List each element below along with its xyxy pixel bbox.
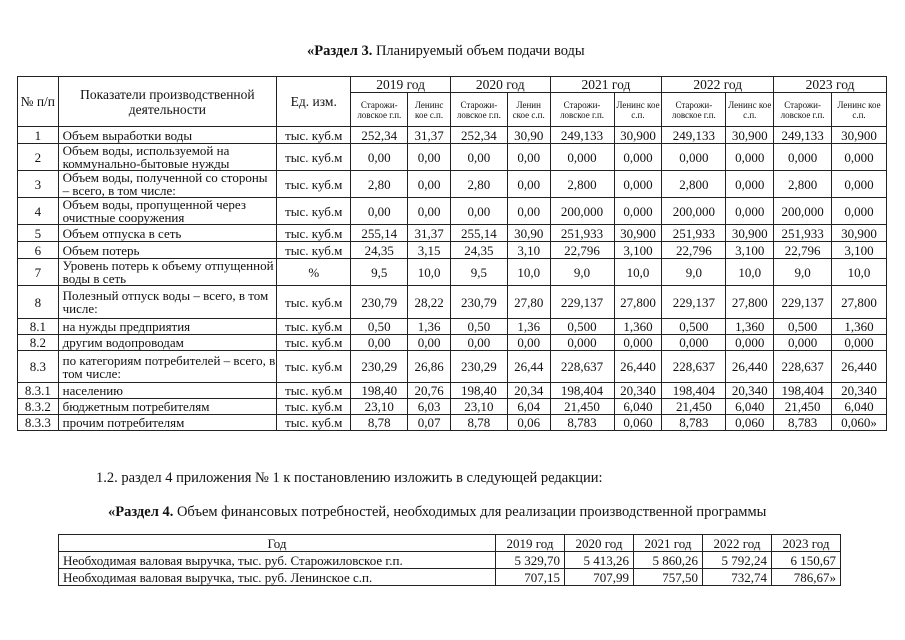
- row-value: 2,800: [774, 171, 832, 198]
- row-value: 9,0: [774, 259, 832, 286]
- row-value: 252,34: [450, 127, 507, 144]
- year-header: 2023 год: [772, 535, 841, 552]
- row-value: 0,000: [832, 198, 887, 225]
- row-value: 20,34: [507, 383, 550, 399]
- row-value: 9,0: [662, 259, 726, 286]
- table-row: [18, 286, 887, 319]
- row-value: 0,060: [726, 415, 774, 431]
- row-value: 10,0: [726, 259, 774, 286]
- row-value: 27,800: [614, 286, 662, 319]
- row-value: 249,133: [662, 127, 726, 144]
- row-value: 0,00: [507, 198, 550, 225]
- row-value: 26,440: [832, 351, 887, 383]
- water-supply-table-body: [18, 127, 887, 431]
- row-value: 8,783: [774, 415, 832, 431]
- row-number: 8.1: [18, 319, 59, 335]
- row-value: 2,800: [662, 171, 726, 198]
- row-value: 6,040: [726, 399, 774, 415]
- row-indicator: Объем воды, используемой на коммунально-бытовые нужды: [58, 144, 277, 171]
- row-value: 5 860,26: [634, 552, 703, 569]
- row-value: 707,15: [496, 569, 565, 586]
- subcol-header: Ленинс кое с.п.: [614, 93, 662, 127]
- row-value: 2,800: [550, 171, 614, 198]
- table-row: [18, 198, 887, 225]
- row-number: 8: [18, 286, 59, 319]
- row-value: 24,35: [450, 242, 507, 259]
- year-header: 2019 год: [351, 77, 451, 93]
- row-value: 0,00: [351, 335, 408, 351]
- row-value: 1,360: [726, 319, 774, 335]
- row-value: 251,933: [774, 225, 832, 242]
- row-value: 9,5: [351, 259, 408, 286]
- row-value: 0,00: [507, 144, 550, 171]
- row-value: 0,50: [351, 319, 408, 335]
- table-row: [18, 259, 887, 286]
- row-value: 30,900: [726, 225, 774, 242]
- row-value: 22,796: [550, 242, 614, 259]
- row-number: 3: [18, 171, 59, 198]
- row-value: 0,00: [507, 171, 550, 198]
- row-unit: тыс. куб.м: [277, 383, 351, 399]
- row-value: 228,637: [550, 351, 614, 383]
- row-indicator: на нужды предприятия: [58, 319, 277, 335]
- row-value: 26,440: [726, 351, 774, 383]
- row-value: 26,44: [507, 351, 550, 383]
- row-value: 0,00: [408, 198, 451, 225]
- row-value: 0,00: [351, 198, 408, 225]
- table-row: [18, 351, 887, 383]
- row-value: 0,500: [662, 319, 726, 335]
- row-value: 0,000: [774, 335, 832, 351]
- row-value: 0,000: [614, 198, 662, 225]
- col-header-indicator: Показатели производственной деятельности: [58, 77, 277, 127]
- row-value: 5 329,70: [496, 552, 565, 569]
- row-value: 198,404: [662, 383, 726, 399]
- row-number: 6: [18, 242, 59, 259]
- row-value: 26,86: [408, 351, 451, 383]
- row-unit: тыс. куб.м: [277, 171, 351, 198]
- paragraph-1-2: 1.2. раздел 4 приложения № 1 к постановлению изложить в следующей редакции:: [96, 470, 603, 486]
- row-value: 30,900: [614, 225, 662, 242]
- row-unit: тыс. куб.м: [277, 144, 351, 171]
- row-value: 0,000: [614, 335, 662, 351]
- row-value: 3,10: [507, 242, 550, 259]
- row-value: 0,000: [550, 144, 614, 171]
- row-value: 10,0: [408, 259, 451, 286]
- row-value: 200,000: [774, 198, 832, 225]
- row-value: 0,000: [726, 198, 774, 225]
- subcol-header: Старожи-ловское г.п.: [450, 93, 507, 127]
- row-indicator: Необходимая валовая выручка, тыс. руб. Старожиловское г.п.: [59, 552, 496, 569]
- row-value: 707,99: [565, 569, 634, 586]
- row-value: 26,440: [614, 351, 662, 383]
- row-value: 229,137: [774, 286, 832, 319]
- financial-needs-table: [58, 534, 841, 586]
- subcol-header: Ленинс кое с.п.: [832, 93, 887, 127]
- row-value: 0,500: [774, 319, 832, 335]
- row-value: 2,80: [351, 171, 408, 198]
- row-value: 1,36: [507, 319, 550, 335]
- row-indicator: Объем потерь: [58, 242, 277, 259]
- row-unit: %: [277, 259, 351, 286]
- row-unit: тыс. куб.м: [277, 198, 351, 225]
- row-value: 0,00: [450, 335, 507, 351]
- row-value: 24,35: [351, 242, 408, 259]
- row-value: 5 413,26: [565, 552, 634, 569]
- year-header: 2020 год: [565, 535, 634, 552]
- row-value: 230,29: [351, 351, 408, 383]
- row-value: 198,404: [774, 383, 832, 399]
- table-row: [18, 335, 887, 351]
- year-header: 2022 год: [662, 77, 774, 93]
- row-value: 30,900: [832, 127, 887, 144]
- row-value: 3,15: [408, 242, 451, 259]
- row-value: 8,783: [550, 415, 614, 431]
- row-value: 0,000: [726, 144, 774, 171]
- row-value: 22,796: [662, 242, 726, 259]
- row-value: 5 792,24: [703, 552, 772, 569]
- table-row: [18, 399, 887, 415]
- row-number: 8.3: [18, 351, 59, 383]
- row-value: 0,000: [662, 335, 726, 351]
- row-value: 22,796: [774, 242, 832, 259]
- row-value: 10,0: [507, 259, 550, 286]
- row-value: 30,900: [832, 225, 887, 242]
- subcol-header: Ленинс кое с.п.: [726, 93, 774, 127]
- row-indicator: по категориям потребителей – всего, в том числе:: [58, 351, 277, 383]
- row-value: 28,22: [408, 286, 451, 319]
- table-row: [18, 225, 887, 242]
- row-number: 8.3.3: [18, 415, 59, 431]
- row-number: 8.3.2: [18, 399, 59, 415]
- subcol-header: Старожи-ловское г.п.: [550, 93, 614, 127]
- row-value: 23,10: [450, 399, 507, 415]
- table-row: [59, 569, 841, 586]
- row-value: 8,78: [450, 415, 507, 431]
- row-unit: тыс. куб.м: [277, 319, 351, 335]
- financial-needs-table-body: [59, 552, 841, 586]
- row-value: 229,137: [550, 286, 614, 319]
- table-row: [18, 144, 887, 171]
- row-value: 31,37: [408, 127, 451, 144]
- row-value: 230,79: [450, 286, 507, 319]
- row-value: 0,500: [550, 319, 614, 335]
- row-indicator: прочим потребителям: [58, 415, 277, 431]
- row-value: 228,637: [774, 351, 832, 383]
- col-header-num: № п/п: [18, 77, 59, 127]
- row-value: 30,90: [507, 127, 550, 144]
- row-value: 9,5: [450, 259, 507, 286]
- row-value: 0,000: [726, 171, 774, 198]
- row-unit: тыс. куб.м: [277, 399, 351, 415]
- row-number: 8.2: [18, 335, 59, 351]
- row-value: 1,360: [832, 319, 887, 335]
- row-value: 20,340: [726, 383, 774, 399]
- row-value: 1,360: [614, 319, 662, 335]
- row-indicator: Объем воды, полученной со стороны – всего, в том числе:: [58, 171, 277, 198]
- row-value: 6,040: [832, 399, 887, 415]
- section4-title-bold: «Раздел 4.: [108, 504, 174, 520]
- row-value: 23,10: [351, 399, 408, 415]
- row-value: 30,900: [614, 127, 662, 144]
- row-value: 8,78: [351, 415, 408, 431]
- row-value: 10,0: [614, 259, 662, 286]
- section3-title-text: Планируемый объем подачи воды: [372, 43, 585, 59]
- table-row: [18, 319, 887, 335]
- row-number: 5: [18, 225, 59, 242]
- row-indicator: Объем отпуска в сеть: [58, 225, 277, 242]
- row-value: 0,000: [662, 144, 726, 171]
- row-value: 249,133: [550, 127, 614, 144]
- water-supply-table: [17, 76, 887, 431]
- section4-title-text: Объем финансовых потребностей, необходимых для реализации производственной программы: [173, 504, 767, 520]
- year-header: 2022 год: [703, 535, 772, 552]
- row-value: 10,0: [832, 259, 887, 286]
- row-value: 27,800: [726, 286, 774, 319]
- row-value: 0,000: [614, 171, 662, 198]
- col-header-unit: Ед. изм.: [277, 77, 351, 127]
- row-unit: тыс. куб.м: [277, 286, 351, 319]
- row-value: 228,637: [662, 351, 726, 383]
- row-value: 3,100: [832, 242, 887, 259]
- row-value: 0,50: [450, 319, 507, 335]
- row-value: 0,00: [408, 171, 451, 198]
- row-value: 20,76: [408, 383, 451, 399]
- row-value: 255,14: [351, 225, 408, 242]
- row-number: 1: [18, 127, 59, 144]
- row-value: 230,29: [450, 351, 507, 383]
- row-unit: тыс. куб.м: [277, 242, 351, 259]
- row-value: 3,100: [614, 242, 662, 259]
- subcol-header: Старожи-ловское г.п.: [662, 93, 726, 127]
- row-value: 6,04: [507, 399, 550, 415]
- row-value: 8,783: [662, 415, 726, 431]
- row-value: 30,900: [726, 127, 774, 144]
- row-value: 0,00: [351, 144, 408, 171]
- row-number: 8.3.1: [18, 383, 59, 399]
- row-indicator: Полезный отпуск воды – всего, в том числе:: [58, 286, 277, 319]
- subcol-header: Старожи-ловское г.п.: [351, 93, 408, 127]
- year-header: 2023 год: [774, 77, 887, 93]
- row-value: 732,74: [703, 569, 772, 586]
- row-value: 6,03: [408, 399, 451, 415]
- row-value: 0,000: [832, 171, 887, 198]
- row-value: 20,340: [832, 383, 887, 399]
- row-value: 0,00: [408, 144, 451, 171]
- row-unit: тыс. куб.м: [277, 351, 351, 383]
- row-value: 0,06: [507, 415, 550, 431]
- row-value: 229,137: [662, 286, 726, 319]
- row-unit: тыс. куб.м: [277, 335, 351, 351]
- row-value: 198,40: [450, 383, 507, 399]
- section4-title: [108, 504, 766, 521]
- row-value: 198,40: [351, 383, 408, 399]
- subcol-header: Ленинс кое с.п.: [408, 93, 451, 127]
- row-value: 27,800: [832, 286, 887, 319]
- subcol-header: Старожи-ловское г.п.: [774, 93, 832, 127]
- row-value: 21,450: [774, 399, 832, 415]
- row-value: 0,060»: [832, 415, 887, 431]
- row-value: 2,80: [450, 171, 507, 198]
- row-value: 0,000: [726, 335, 774, 351]
- row-value: 0,000: [550, 335, 614, 351]
- row-value: 0,00: [408, 335, 451, 351]
- row-unit: тыс. куб.м: [277, 225, 351, 242]
- row-number: 2: [18, 144, 59, 171]
- row-number: 4: [18, 198, 59, 225]
- row-indicator: бюджетным потребителям: [58, 399, 277, 415]
- row-value: 255,14: [450, 225, 507, 242]
- row-value: 251,933: [662, 225, 726, 242]
- row-value: 0,00: [450, 198, 507, 225]
- row-value: 3,100: [726, 242, 774, 259]
- row-indicator: Необходимая валовая выручка, тыс. руб. Ленинское с.п.: [59, 569, 496, 586]
- row-value: 251,933: [550, 225, 614, 242]
- row-value: 20,340: [614, 383, 662, 399]
- row-value: 0,000: [832, 335, 887, 351]
- row-value: 31,37: [408, 225, 451, 242]
- table-row: [59, 552, 841, 569]
- subcol-header: Ленин ское с.п.: [507, 93, 550, 127]
- section3-title-bold: «Раздел 3.: [307, 43, 373, 59]
- row-indicator: населению: [58, 383, 277, 399]
- row-indicator: Объем воды, пропущенной через очистные сооружения: [58, 198, 277, 225]
- row-value: 230,79: [351, 286, 408, 319]
- row-value: 1,36: [408, 319, 451, 335]
- row-unit: тыс. куб.м: [277, 127, 351, 144]
- row-indicator: Уровень потерь к объему отпущенной воды в сеть: [58, 259, 277, 286]
- table-row: [18, 383, 887, 399]
- row-value: 9,0: [550, 259, 614, 286]
- row-value: 0,000: [832, 144, 887, 171]
- row-value: 6 150,67: [772, 552, 841, 569]
- row-value: 0,00: [507, 335, 550, 351]
- section3-title: [307, 43, 585, 60]
- row-value: 252,34: [351, 127, 408, 144]
- year-header: 2019 год: [496, 535, 565, 552]
- row-value: 198,404: [550, 383, 614, 399]
- row-value: 200,000: [662, 198, 726, 225]
- year-header: 2020 год: [450, 77, 550, 93]
- row-value: 21,450: [550, 399, 614, 415]
- row-value: 0,060: [614, 415, 662, 431]
- row-value: 200,000: [550, 198, 614, 225]
- row-value: 6,040: [614, 399, 662, 415]
- row-value: 249,133: [774, 127, 832, 144]
- year-header: 2021 год: [634, 535, 703, 552]
- row-value: 30,90: [507, 225, 550, 242]
- year-header: 2021 год: [550, 77, 662, 93]
- row-number: 7: [18, 259, 59, 286]
- table-row: [18, 127, 887, 144]
- row-value: 0,00: [450, 144, 507, 171]
- table-row: [18, 242, 887, 259]
- row-value: 0,000: [614, 144, 662, 171]
- row-indicator: другим водопроводам: [58, 335, 277, 351]
- table-row: [18, 171, 887, 198]
- row-value: 27,80: [507, 286, 550, 319]
- row-value: 21,450: [662, 399, 726, 415]
- row-value: 786,67»: [772, 569, 841, 586]
- row-indicator: Объем выработки воды: [58, 127, 277, 144]
- col-header-year-label: Год: [59, 535, 496, 552]
- row-value: 757,50: [634, 569, 703, 586]
- row-value: 0,000: [774, 144, 832, 171]
- row-value: 0,07: [408, 415, 451, 431]
- row-unit: тыс. куб.м: [277, 415, 351, 431]
- table-row: [18, 415, 887, 431]
